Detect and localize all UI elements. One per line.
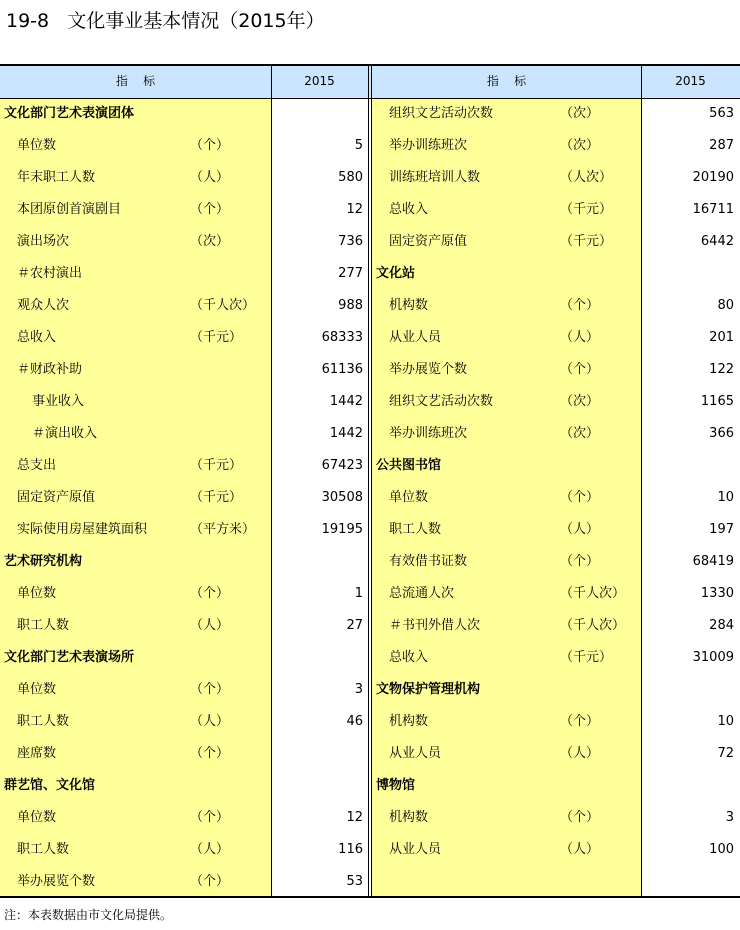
category-label: 文化站	[376, 266, 416, 281]
value-cell: 68333	[321, 330, 363, 345]
value-cell: 988	[338, 298, 363, 313]
value-cell: 72	[717, 746, 734, 761]
unit-label: （人）	[560, 842, 600, 857]
unit-label: （平方米）	[190, 522, 256, 537]
indicator-label: 从业人员	[389, 330, 442, 345]
data-table	[0, 64, 740, 898]
unit-label: （个）	[190, 746, 230, 761]
table-row	[0, 98, 740, 130]
indicator-label: 总流通人次	[389, 586, 455, 601]
indicator-label: 有效借书证数	[389, 554, 468, 569]
category-label: 文物保护管理机构	[376, 682, 481, 697]
indicator-label: 年末职工人数	[17, 170, 96, 185]
bottom-rule	[0, 896, 740, 898]
indicator-label: 机构数	[389, 810, 429, 825]
table-row	[0, 642, 740, 674]
value-cell: 3	[354, 682, 363, 697]
unit-label: （千人次）	[560, 618, 626, 633]
table-row	[0, 130, 740, 162]
value-cell: 16711	[692, 202, 734, 217]
value-cell: 277	[338, 266, 363, 281]
table-row	[0, 354, 740, 386]
indicator-label: 单位数	[17, 682, 57, 697]
indicator-label: 固定资产原值	[17, 490, 96, 505]
indicator-label: 从业人员	[389, 842, 442, 857]
value-cell: 5	[354, 138, 363, 153]
category-label: 文化部门艺术表演团体	[4, 106, 135, 121]
value-cell: 61136	[321, 362, 363, 377]
indicator-label: ＃演出收入	[32, 426, 98, 441]
unit-label: （千元）	[190, 330, 243, 345]
indicator-label: 演出场次	[17, 234, 70, 249]
indicator-label: 举办展览个数	[389, 362, 468, 377]
value-cell: 12	[346, 202, 363, 217]
unit-label: （次）	[560, 106, 600, 121]
value-cell: 197	[709, 522, 734, 537]
table-row	[0, 258, 740, 290]
unit-label: （千人次）	[560, 586, 626, 601]
value-cell: 122	[709, 362, 734, 377]
value-cell: 1442	[329, 426, 363, 441]
unit-label: （千元）	[560, 202, 613, 217]
value-cell	[641, 258, 734, 290]
unit-label: （人）	[560, 330, 600, 345]
unit-label: （千人次）	[190, 298, 256, 313]
indicator-label: 单位数	[389, 490, 429, 505]
table-row	[0, 194, 740, 226]
top-rule	[0, 64, 740, 66]
table-row	[0, 546, 740, 578]
indicator-label: 本团原创首演剧目	[17, 202, 122, 217]
unit-label: （个）	[190, 874, 230, 889]
unit-label: （人）	[190, 170, 230, 185]
indicator-label: 职工人数	[389, 522, 442, 537]
table-row	[0, 386, 740, 418]
indicator-label: 举办训练班次	[389, 138, 468, 153]
table-title: 19-8 文化事业基本情况（2015年）	[6, 10, 325, 32]
indicator-label: 单位数	[17, 138, 57, 153]
indicator-label: 训练班培训人数	[389, 170, 481, 185]
value-cell: 563	[709, 106, 734, 121]
indicator-label: 单位数	[17, 810, 57, 825]
header-rule	[0, 98, 740, 99]
indicator-label: 职工人数	[17, 714, 70, 729]
footnote: 注：本表数据由市文化局提供。	[4, 908, 173, 922]
value-cell: 10	[717, 714, 734, 729]
value-cell: 19195	[321, 522, 363, 537]
table-row	[0, 162, 740, 194]
unit-label: （个）	[560, 810, 600, 825]
value-cell: 1330	[700, 586, 734, 601]
table-row	[0, 290, 740, 322]
value-cell: 53	[346, 874, 363, 889]
table-row	[0, 770, 740, 802]
unit-label: （人）	[190, 618, 230, 633]
indicator-label: 实际使用房屋建筑面积	[17, 522, 148, 537]
value-cell: 366	[709, 426, 734, 441]
value-cell: 1165	[700, 394, 734, 409]
value-cell: 46	[346, 714, 363, 729]
table-row	[0, 866, 740, 898]
category-label: 博物馆	[376, 778, 416, 793]
indicator-label: 机构数	[389, 298, 429, 313]
unit-label: （个）	[560, 298, 600, 313]
table-header-row	[0, 64, 740, 98]
header-indicator-right: 指 标	[486, 74, 527, 88]
value-cell: 6442	[700, 234, 734, 249]
value-cell: 31009	[692, 650, 734, 665]
value-cell: 67423	[321, 458, 363, 473]
unit-label: （人）	[560, 746, 600, 761]
value-cell: 20190	[692, 170, 734, 185]
unit-label: （千元）	[560, 650, 613, 665]
unit-label: （人次）	[560, 170, 613, 185]
indicator-label: 举办展览个数	[17, 874, 96, 889]
value-cell: 100	[709, 842, 734, 857]
unit-label: （次）	[560, 394, 600, 409]
table-row	[0, 706, 740, 738]
divider-right-value	[641, 64, 642, 898]
category-label: 文化部门艺术表演场所	[4, 650, 135, 665]
table-row	[0, 450, 740, 482]
table-row	[0, 514, 740, 546]
indicator-label: 组织文艺活动次数	[389, 394, 494, 409]
unit-label: （人）	[560, 522, 600, 537]
value-cell	[641, 866, 734, 898]
unit-label: （个）	[190, 810, 230, 825]
unit-label: （个）	[560, 362, 600, 377]
unit-label: （个）	[560, 714, 600, 729]
unit-label: （次）	[190, 234, 230, 249]
unit-label: （千元）	[560, 234, 613, 249]
header-indicator-left: 指 标	[115, 74, 156, 88]
divider-middle-b	[371, 64, 372, 898]
indicator-label: 总收入	[389, 650, 429, 665]
unit-label: （个）	[190, 202, 230, 217]
divider-left-value	[271, 64, 272, 898]
indicator-label: 事业收入	[32, 394, 85, 409]
value-cell: 10	[717, 490, 734, 505]
indicator-label: 座席数	[17, 746, 57, 761]
divider-middle-a	[368, 64, 369, 898]
indicator-label: 职工人数	[17, 842, 70, 857]
table-row	[0, 482, 740, 514]
unit-label: （个）	[190, 586, 230, 601]
indicator-label: ＃书刊外借人次	[389, 618, 481, 633]
value-cell: 3	[725, 810, 734, 825]
table-row	[0, 674, 740, 706]
unit-label: （个）	[560, 490, 600, 505]
table-row	[0, 610, 740, 642]
value-cell: 27	[346, 618, 363, 633]
unit-label: （个）	[560, 554, 600, 569]
header-year-left: 2015	[304, 74, 335, 88]
value-cell: 284	[709, 618, 734, 633]
indicator-label: 举办训练班次	[389, 426, 468, 441]
indicator-label: 单位数	[17, 586, 57, 601]
unit-label: （个）	[190, 682, 230, 697]
unit-label: （个）	[190, 138, 230, 153]
unit-label: （千元）	[190, 458, 243, 473]
header-year-right: 2015	[675, 74, 706, 88]
table-row	[0, 322, 740, 354]
indicator-label: ＃农村演出	[17, 266, 83, 281]
unit-label: （千元）	[190, 490, 243, 505]
unit-label: （人）	[190, 842, 230, 857]
unit-label: （人）	[190, 714, 230, 729]
indicator-label: ＃财政补助	[17, 362, 83, 377]
indicator-label: 职工人数	[17, 618, 70, 633]
value-cell: 80	[717, 298, 734, 313]
indicator-label: 机构数	[389, 714, 429, 729]
category-label: 群艺馆、文化馆	[4, 778, 96, 793]
table-row	[0, 738, 740, 770]
value-cell: 1	[354, 586, 363, 601]
value-cell: 30508	[321, 490, 363, 505]
indicator-label: 从业人员	[389, 746, 442, 761]
indicator-label: 观众人次	[17, 298, 70, 313]
unit-label: （次）	[560, 426, 600, 441]
category-label: 艺术研究机构	[4, 554, 83, 569]
indicator-label: 组织文艺活动次数	[389, 106, 494, 121]
value-cell: 580	[338, 170, 363, 185]
indicator-label: 总支出	[17, 458, 57, 473]
indicator-label: 总收入	[17, 330, 57, 345]
indicator-label: 总收入	[389, 202, 429, 217]
table-row	[0, 226, 740, 258]
value-cell: 68419	[692, 554, 734, 569]
indicator-label: 固定资产原值	[389, 234, 468, 249]
value-cell: 12	[346, 810, 363, 825]
value-cell: 736	[338, 234, 363, 249]
unit-label: （次）	[560, 138, 600, 153]
value-cell	[641, 450, 734, 482]
value-cell: 287	[709, 138, 734, 153]
table-row	[0, 802, 740, 834]
value-cell: 116	[338, 842, 363, 857]
table-row	[0, 418, 740, 450]
value-cell: 1442	[329, 394, 363, 409]
table-row	[0, 578, 740, 610]
value-cell	[641, 770, 734, 802]
category-label: 公共图书馆	[376, 458, 442, 473]
value-cell: 201	[709, 330, 734, 345]
table-row	[0, 834, 740, 866]
value-cell	[641, 674, 734, 706]
